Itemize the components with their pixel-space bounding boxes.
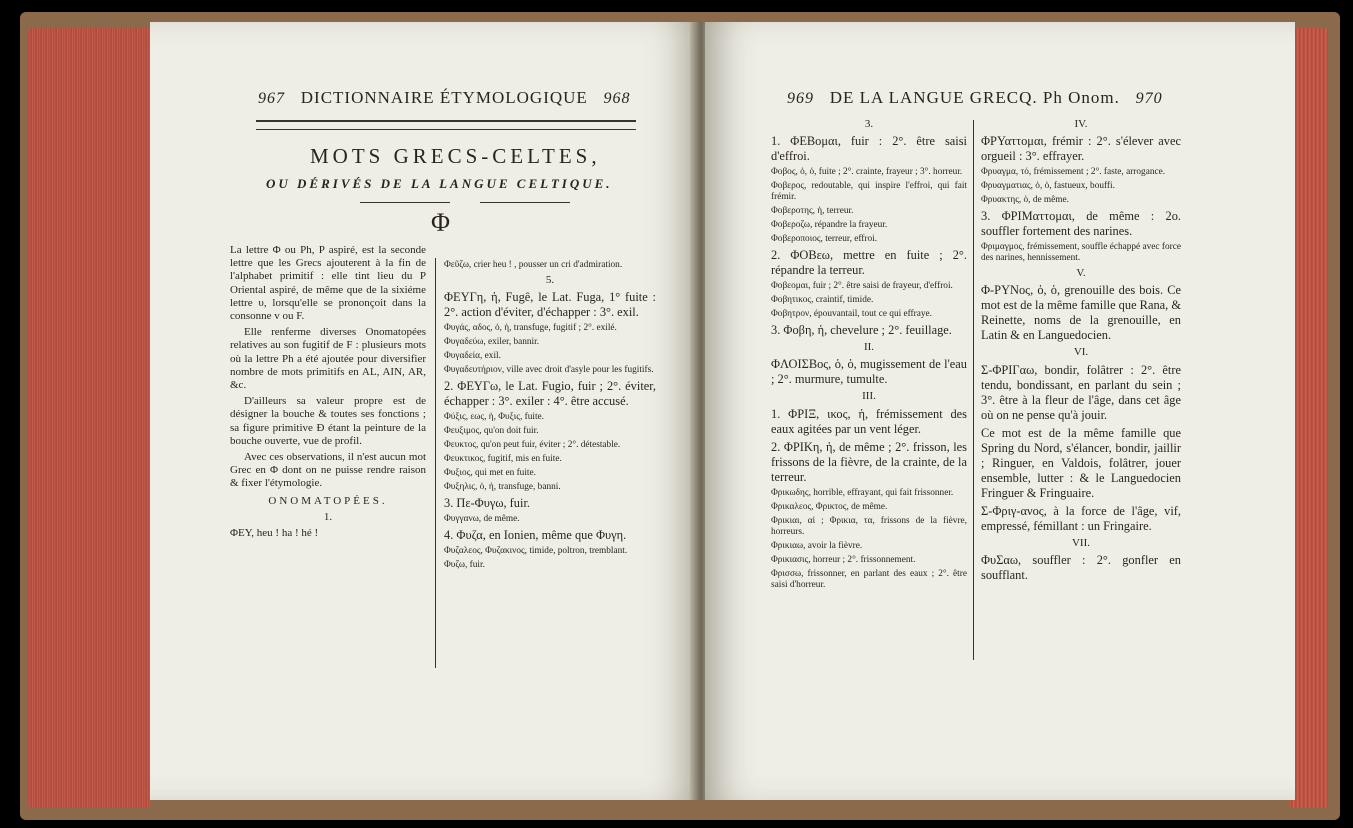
left-column-2 — [444, 260, 656, 574]
entry-line: VI. — [1073, 346, 1089, 359]
section-title: MOTS GRECS-CELTES, — [310, 144, 601, 168]
entry-line: Φοβητικος, craintif, timide. — [771, 295, 874, 306]
divider-left — [360, 202, 450, 203]
left-page-number-a: 967 — [258, 90, 285, 107]
right-running-head: DE LA LANGUE GRECQ. Ph Onom. — [829, 88, 1120, 107]
letter-phi: Φ — [431, 208, 451, 237]
entry-line: Φρυακτης, ὁ, de même. — [981, 195, 1069, 206]
right-column-rule — [973, 120, 974, 660]
entry-line: Φυξηλις, ὁ, ἡ, transfuge, banni. — [444, 482, 561, 493]
entry-line: 3. Πε-Φυγω, fuir. — [444, 496, 530, 511]
entry-line: 1. ΦΡΙΞ, ικος, ἡ, frémissement des eaux agitées par un vent léger. — [771, 406, 967, 436]
right-page-number-a: 969 — [787, 90, 814, 107]
entry-line: 3. — [864, 118, 874, 130]
right-column-1 — [771, 118, 967, 594]
entry-line: Φυγαδεία, exil. — [444, 351, 501, 362]
entry-line: 5. — [545, 274, 555, 286]
entry-line: Φοβητρον, épouvantail, tout ce qui effraye. — [771, 309, 932, 320]
entry-line: Φοβεομαι, fuir ; 2°. être saisi de frayeur, d'effroi. — [771, 281, 953, 292]
right-running-header — [787, 88, 1163, 108]
entry-line: V. — [1076, 267, 1086, 280]
left-running-header — [258, 88, 631, 108]
entry-line: Φυξιος, qui met en fuite. — [444, 468, 536, 479]
entry-line: Φρισσω, frissonner, en parlant des eaux ; 2°. être saisi d'horreur. — [771, 568, 967, 590]
entry-line: IV. — [1074, 118, 1088, 130]
entry-line: Φ-ΡΥΝος, ὁ, ὁ, grenouille des bois. Ce mot est de la même famille que Rana, & Reinette, noms de la grenouille, en Latin & en Languedocien. — [981, 283, 1181, 343]
entry-line: Φυζω, fuir. — [444, 560, 485, 571]
entry-line: Φύξις, εως, ἡ, Φυξις, fuite. — [444, 412, 544, 423]
entry-line: Φυζαλεος, Φυζακινος, timide, poltron, tremblant. — [444, 546, 628, 557]
entry-line: Φρυαγμα, τό, frémissement ; 2°. faste, arrogance. — [981, 167, 1166, 178]
entry-line: Φρικιασις, horreur ; 2°. frissonnement. — [771, 554, 916, 565]
paragraph-2: Elle renferme diverses Onomatopées relatives au son fugitif de F : plusieurs mots où la lettre Ph a été ajoutée pour diversifier nombre de mots primitifs en AL, AIN, AR, &c. — [230, 326, 426, 392]
entry-line: Φοβεροζω, répandre la frayeur. — [771, 220, 888, 231]
entry-line: Σ-Φριγ-ανος, à la force de l'âge, vif, empressé, fémillant : un Fringaire. — [981, 503, 1181, 533]
entry-line: Φοβεροτης, ἡ, terreur. — [771, 206, 854, 217]
section-subtitle: OU DÉRIVÉS DE LA LANGUE CELTIQUE. — [266, 176, 613, 191]
entry-line: Φοβεροποιος, terreur, effroi. — [771, 234, 878, 245]
entry-line: ΦΡΥαττομαι, frémir : 2°. s'élever avec orgueil : 3°. effrayer. — [981, 134, 1181, 164]
paragraph-4: Avec ces observations, il n'est aucun mot Grec en Φ dont on ne puisse rendre raison & fixer l'étymologie. — [230, 451, 426, 490]
entry-line: 3. ΦΡΙΜαττομαι, de même : 2o. souffler fortement des narines. — [981, 209, 1181, 239]
entry-line: Φευξιμος, qu'on doit fuir. — [444, 426, 539, 437]
header-ornament — [256, 120, 636, 130]
entry-line: 3. Φοβη, ἡ, chevelure ; 2°. feuillage. — [771, 323, 952, 338]
entry-line: ΦΕΥΓη, ἡ, Fugê, le Lat. Fuga, 1° fuite : 2°. action d'éviter, d'échapper : 3°. exil. — [444, 290, 656, 320]
entry-line: ΦΛΟΙΣΒος, ὁ, ὁ, mugissement de l'eau ; 2°. murmure, tumulte. — [771, 357, 967, 387]
page-edges-right — [1290, 28, 1328, 808]
right-column-2 — [981, 118, 1181, 586]
entry-fey: ΦΕΥ, heu ! ha ! hé ! — [230, 527, 319, 540]
entry-line: III. — [862, 390, 876, 403]
entry-line: 2. ΦΟΒεω, mettre en fuite ; 2°. répandre la terreur. — [771, 248, 967, 278]
entry-line: Φριμαγμος, frémissement, souffle échappé avec force des narines, hennissement. — [981, 242, 1181, 264]
entry-line: Φοβερος, redoutable, qui inspire l'effroi, qui fait frémir. — [771, 181, 967, 203]
entry-line: Φευκτος, qu'on peut fuir, éviter ; 2°. détestable. — [444, 440, 621, 451]
onomatopees-heading: ONOMATOPÉES. — [268, 494, 388, 507]
entry-line: ΦυΣαω, souffler : 2°. gonfler en soufflant. — [981, 552, 1181, 582]
entry-line: Φυγάς, αδος, ὁ, ἡ, transfuge, fugitif ; 2°. exilé. — [444, 323, 617, 334]
entry-line: VII. — [1071, 536, 1091, 549]
entry-line: Ce mot est de la même famille que Spring du Nord, s'élancer, bondir, jaillir ; Ringuer, en Valdois, folâtrer, jouer ensemble, lutter : & le Languedocien Fringuer & Fringuaire. — [981, 425, 1181, 500]
entry-line: Φοβος, ὁ, ὁ, fuite ; 2°. crainte, frayeur ; 3°. horreur. — [771, 167, 963, 178]
entry-line: Φρικαλεος, Φρικτος, de même. — [771, 501, 888, 512]
entry-line: Φρυαγματιας, ὁ, ὁ, fastueux, bouffi. — [981, 181, 1115, 192]
paragraph-3: D'ailleurs sa valeur propre est de désigner la bouche & toutes ses fonctions ; sa figure primitive Ð étant la peinture de la bouche ouverte, vue de profil. — [230, 395, 426, 447]
right-page — [705, 22, 1295, 800]
entry-line: 2. ΦΕΥΓω, le Lat. Fugio, fuir ; 2°. éviter, échapper : 3°. exiler : 4°. être accusé. — [444, 379, 656, 409]
entry-line: Φυγαδεύω, exiler, bannir. — [444, 337, 540, 348]
left-column-1 — [230, 244, 426, 543]
entry-line: II. — [863, 341, 875, 354]
entry-line: Φρικωδης, horrible, effrayant, qui fait frissonner. — [771, 487, 954, 498]
left-running-head: DICTIONNAIRE ÉTYMOLOGIQUE — [300, 88, 588, 107]
page-edges-left — [28, 28, 150, 808]
right-page-number-b: 970 — [1135, 90, 1163, 107]
divider-right — [480, 202, 570, 203]
entry-line: Φρικιαι, αἱ ; Φρικια, τα, frissons de la fièvre, horreurs. — [771, 515, 967, 537]
entry-line: 1. ΦΕΒομαι, fuir : 2°. être saisi d'effroi. — [771, 134, 967, 164]
entry-line: 4. Φυζα, en Ionien, même que Φυγη. — [444, 528, 627, 543]
entry-line: Φρικιαω, avoir la fièvre. — [771, 540, 863, 551]
entry-line: Φευκτικος, fugitif, mis en fuite. — [444, 454, 562, 465]
column-rule — [435, 258, 436, 668]
entry-line: Φυγαδευτήριον, ville avec droit d'asyle pour les fugitifs. — [444, 365, 654, 376]
entry-line: Φυγγανω, de même. — [444, 514, 520, 525]
left-page-number-b: 968 — [603, 90, 631, 107]
entry-line: 2. ΦΡΙΚη, ἡ, de même ; 2°. frisson, les frissons de la fièvre, de la crainte, de la terreur. — [771, 439, 967, 484]
entry-number: 1. — [323, 510, 333, 523]
entry-line: Σ-ΦΡΙΓαω, bondir, folâtrer : 2°. être tendu, bondissant, en parlant du sein ; 3°. être à la fleur de l'âge, dans cet âge où on ne pense qu'à jouir. — [981, 362, 1181, 422]
left-page — [150, 22, 698, 800]
paragraph-1: La lettre Φ ou Ph, P aspiré, est la seconde lettre que les Grecs ajouterent à la fin de l'alphabet primitif : elle tint lieu du P Oriental aspiré, de même que de la sixiéme lettre υ, lorsqu'elle se prononçoit dans la consonne v ou F. — [230, 244, 426, 323]
entry-line: Φεῦζω, crier heu ! , pousser un cri d'admiration. — [444, 260, 623, 270]
